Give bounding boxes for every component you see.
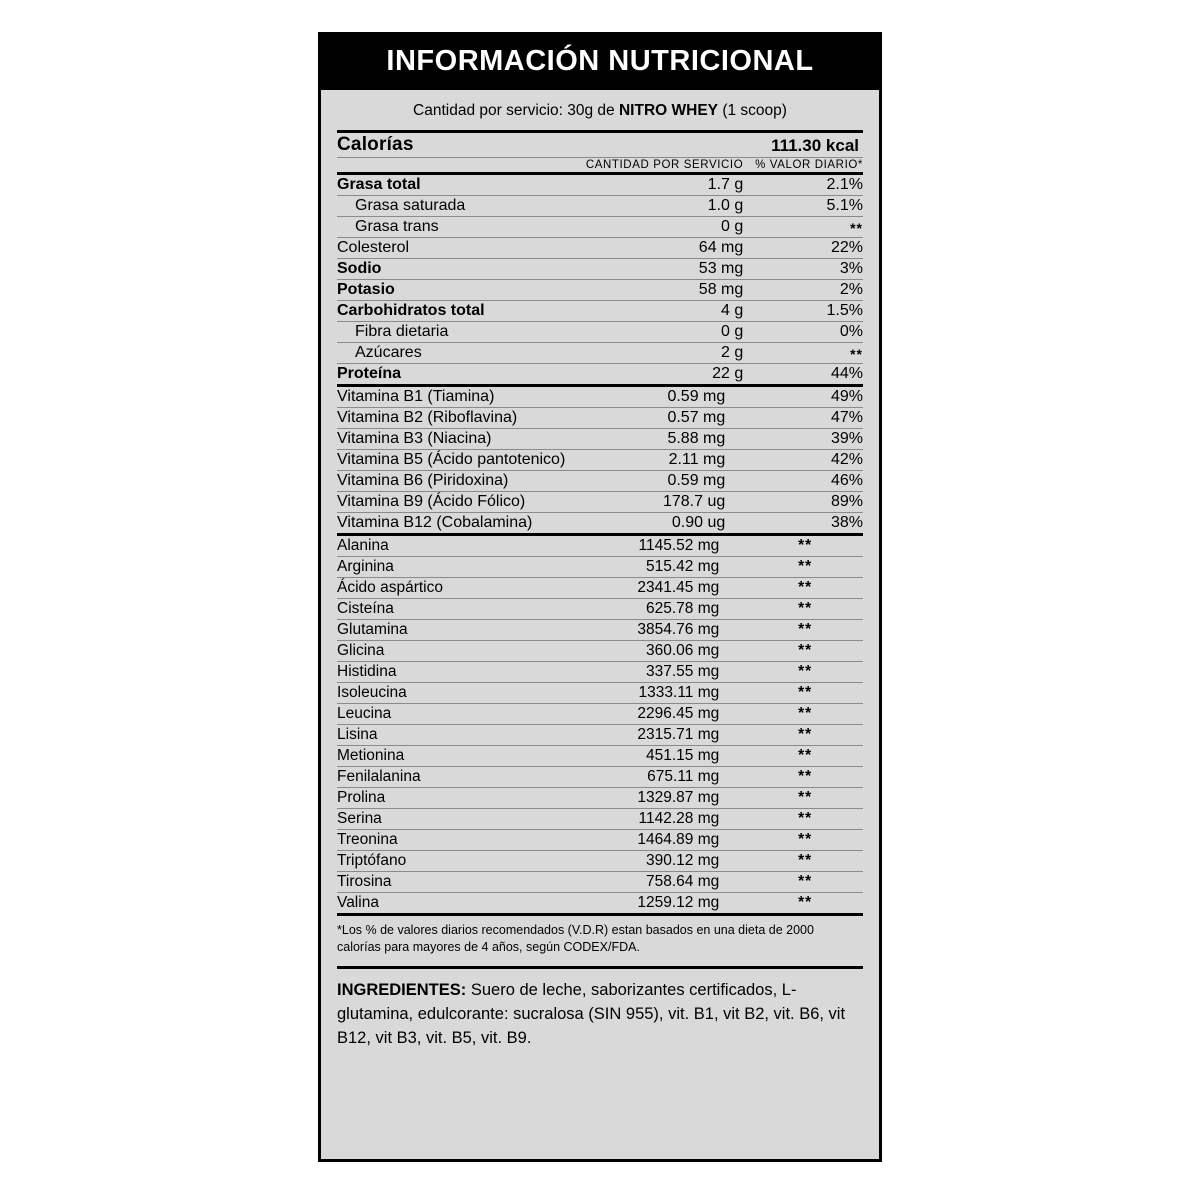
row-daily-value: ** — [747, 343, 863, 364]
table-row — [337, 238, 863, 259]
table-row — [337, 830, 863, 851]
row-daily-value: ** — [747, 662, 863, 683]
row-name: Vitamina B1 (Tiamina) — [337, 387, 600, 408]
row-amount: 64 mg — [584, 238, 747, 259]
row-daily-value: ** — [747, 746, 863, 767]
table-row — [337, 492, 863, 513]
table-row — [337, 809, 863, 830]
row-daily-value: 44% — [747, 364, 863, 386]
row-daily-value: ** — [747, 578, 863, 599]
row-daily-value: 46% — [747, 471, 863, 492]
vitamins-table — [337, 387, 863, 536]
table-row — [337, 788, 863, 809]
calories-label: Calorías — [337, 132, 584, 158]
row-daily-value: ** — [747, 893, 863, 915]
calories-row — [337, 132, 863, 158]
table-row — [337, 704, 863, 725]
row-amount: 178.7 ug — [600, 492, 747, 513]
row-daily-value: ** — [747, 217, 863, 238]
ingredients-section — [337, 966, 863, 1051]
header-amount-per-serving: CANTIDAD POR SERVICIO — [584, 158, 747, 174]
row-daily-value: ** — [747, 704, 863, 725]
row-amount: 337.55 mg — [547, 662, 747, 683]
row-daily-value: 1.5% — [747, 301, 863, 322]
row-name: Ácido aspártico — [337, 578, 547, 599]
footnote-line-2: calorías para mayores de 4 años, según CODEX/FDA. — [337, 939, 640, 954]
table-row — [337, 767, 863, 788]
row-name: Vitamina B2 (Riboflavina) — [337, 408, 600, 429]
table-row — [337, 196, 863, 217]
row-amount: 0 g — [584, 322, 747, 343]
row-daily-value: ** — [747, 641, 863, 662]
row-amount: 0.59 mg — [600, 387, 747, 408]
serving-prefix: Cantidad por servicio: 30g de — [413, 102, 615, 119]
table-row — [337, 599, 863, 620]
ingredients-list: Suero de leche, saborizantes certificados, L-glutamina, edulcorante: sucralosa (SIN 955), vit. B1, vit B2, vit. B6, vit B12, vit B3, vit. B5, vit. B9. — [337, 980, 846, 1047]
table-row — [337, 746, 863, 767]
header-daily-value: % VALOR DIARIO* — [747, 158, 863, 174]
row-daily-value: 3% — [747, 259, 863, 280]
panel-title: INFORMACIÓN NUTRICIONAL — [321, 35, 879, 90]
row-amount: 515.42 mg — [547, 557, 747, 578]
row-name: Prolina — [337, 788, 547, 809]
row-amount: 2 g — [584, 343, 747, 364]
row-daily-value: 38% — [747, 513, 863, 535]
row-name: Grasa trans — [337, 217, 584, 238]
row-name: Alanina — [337, 536, 547, 557]
row-daily-value: 5.1% — [747, 196, 863, 217]
amino-acids-table — [337, 536, 863, 916]
row-name: Serina — [337, 809, 547, 830]
table-row — [337, 662, 863, 683]
row-amount: 1142.28 mg — [547, 809, 747, 830]
table-row — [337, 872, 863, 893]
table-row — [337, 893, 863, 915]
row-daily-value: 2% — [747, 280, 863, 301]
row-daily-value: ** — [747, 536, 863, 557]
column-headers-row — [337, 158, 863, 174]
row-amount: 675.11 mg — [547, 767, 747, 788]
row-amount: 625.78 mg — [547, 599, 747, 620]
row-name: Vitamina B6 (Piridoxina) — [337, 471, 600, 492]
row-daily-value: ** — [747, 788, 863, 809]
row-name: Arginina — [337, 557, 547, 578]
row-amount: 2296.45 mg — [547, 704, 747, 725]
row-name: Triptófano — [337, 851, 547, 872]
row-name: Potasio — [337, 280, 584, 301]
row-amount: 758.64 mg — [547, 872, 747, 893]
footnote-line-1: *Los % de valores diarios recomendados (V.D.R) estan basados en una dieta de 2000 — [337, 923, 814, 937]
row-daily-value: 89% — [747, 492, 863, 513]
row-name: Vitamina B9 (Ácido Fólico) — [337, 492, 600, 513]
row-amount: 22 g — [584, 364, 747, 386]
calories-table — [337, 130, 863, 175]
row-amount: 2315.71 mg — [547, 725, 747, 746]
row-amount: 1.7 g — [584, 175, 747, 196]
row-amount: 1145.52 mg — [547, 536, 747, 557]
table-row — [337, 536, 863, 557]
row-amount: 360.06 mg — [547, 641, 747, 662]
row-name: Colesterol — [337, 238, 584, 259]
row-amount: 1464.89 mg — [547, 830, 747, 851]
row-daily-value: 2.1% — [747, 175, 863, 196]
row-amount: 390.12 mg — [547, 851, 747, 872]
row-amount: 4 g — [584, 301, 747, 322]
row-amount: 53 mg — [584, 259, 747, 280]
row-name: Vitamina B12 (Cobalamina) — [337, 513, 600, 535]
row-name: Treonina — [337, 830, 547, 851]
table-row — [337, 450, 863, 471]
row-amount: 0.59 mg — [600, 471, 747, 492]
table-row — [337, 557, 863, 578]
row-daily-value: 22% — [747, 238, 863, 259]
table-row — [337, 343, 863, 364]
row-name: Fenilalanina — [337, 767, 547, 788]
table-row — [337, 387, 863, 408]
table-row — [337, 471, 863, 492]
row-name: Isoleucina — [337, 683, 547, 704]
row-name: Fibra dietaria — [337, 322, 584, 343]
row-daily-value: 42% — [747, 450, 863, 471]
row-amount: 1333.11 mg — [547, 683, 747, 704]
row-daily-value: 49% — [747, 387, 863, 408]
table-row — [337, 851, 863, 872]
spacer-cell — [337, 158, 584, 174]
table-row — [337, 641, 863, 662]
row-daily-value: ** — [747, 725, 863, 746]
table-row — [337, 259, 863, 280]
row-daily-value: ** — [747, 872, 863, 893]
footnote — [337, 916, 863, 964]
row-daily-value: ** — [747, 767, 863, 788]
row-amount: 58 mg — [584, 280, 747, 301]
row-amount: 1259.12 mg — [547, 893, 747, 915]
row-daily-value: ** — [747, 599, 863, 620]
row-name: Vitamina B5 (Ácido pantotenico) — [337, 450, 600, 471]
calories-value: 111.30 kcal — [584, 132, 863, 158]
row-name: Cisteína — [337, 599, 547, 620]
row-name: Glicina — [337, 641, 547, 662]
row-amount: 2341.45 mg — [547, 578, 747, 599]
row-name: Carbohidratos total — [337, 301, 584, 322]
table-row — [337, 301, 863, 322]
table-row — [337, 280, 863, 301]
table-row — [337, 725, 863, 746]
row-name: Grasa total — [337, 175, 584, 196]
row-name: Leucina — [337, 704, 547, 725]
panel-body — [321, 90, 879, 1051]
row-amount: 0 g — [584, 217, 747, 238]
ingredients-text-block — [337, 979, 863, 1051]
row-daily-value: ** — [747, 830, 863, 851]
serving-product-name: NITRO WHEY — [618, 102, 719, 119]
table-row — [337, 217, 863, 238]
table-row — [337, 513, 863, 535]
row-name: Proteína — [337, 364, 584, 386]
row-daily-value: ** — [747, 557, 863, 578]
table-row — [337, 683, 863, 704]
row-amount: 5.88 mg — [600, 429, 747, 450]
row-amount: 0.57 mg — [600, 408, 747, 429]
row-amount: 451.15 mg — [547, 746, 747, 767]
row-daily-value: ** — [747, 809, 863, 830]
table-row — [337, 175, 863, 196]
row-amount: 3854.76 mg — [547, 620, 747, 641]
row-name: Azúcares — [337, 343, 584, 364]
row-name: Tirosina — [337, 872, 547, 893]
nutrition-facts-panel — [318, 32, 882, 1162]
row-name: Histidina — [337, 662, 547, 683]
row-daily-value: ** — [747, 683, 863, 704]
table-row — [337, 364, 863, 386]
table-row — [337, 408, 863, 429]
row-name: Sodio — [337, 259, 584, 280]
row-name: Lisina — [337, 725, 547, 746]
row-amount: 0.90 ug — [600, 513, 747, 535]
table-row — [337, 429, 863, 450]
nutrients-table — [337, 175, 863, 387]
row-name: Valina — [337, 893, 547, 915]
row-amount: 1329.87 mg — [547, 788, 747, 809]
row-amount: 2.11 mg — [600, 450, 747, 471]
row-daily-value: 39% — [747, 429, 863, 450]
table-row — [337, 322, 863, 343]
row-amount: 1.0 g — [584, 196, 747, 217]
table-row — [337, 578, 863, 599]
serving-size-line — [337, 90, 863, 130]
row-name: Metionina — [337, 746, 547, 767]
row-daily-value: 47% — [747, 408, 863, 429]
row-daily-value: ** — [747, 851, 863, 872]
row-name: Vitamina B3 (Niacina) — [337, 429, 600, 450]
row-daily-value: 0% — [747, 322, 863, 343]
row-name: Grasa saturada — [337, 196, 584, 217]
ingredients-label: INGREDIENTES: — [337, 980, 467, 999]
serving-suffix: (1 scoop) — [722, 102, 787, 119]
table-row — [337, 620, 863, 641]
row-daily-value: ** — [747, 620, 863, 641]
row-name: Glutamina — [337, 620, 547, 641]
